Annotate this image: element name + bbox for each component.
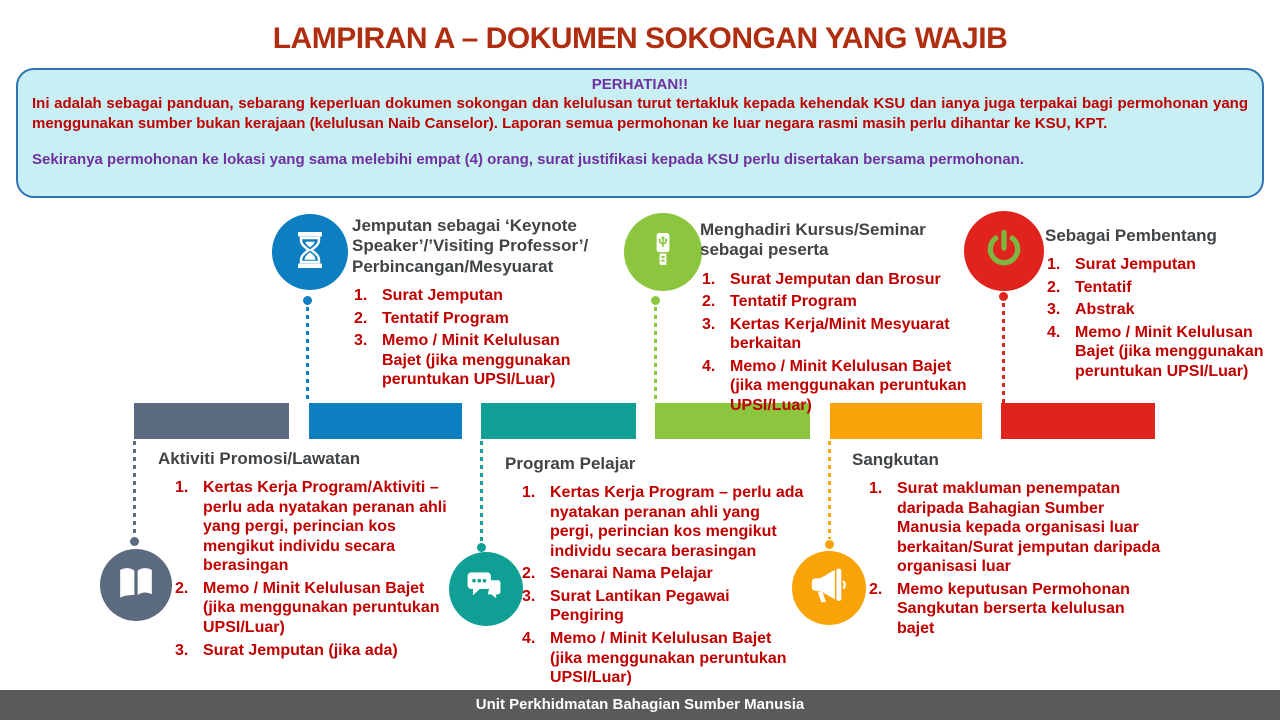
connector-dot-jemputan bbox=[303, 296, 312, 305]
section-title: Sangkutan bbox=[852, 450, 939, 469]
section-sangkutan bbox=[852, 450, 1164, 642]
section-title: Program Pelajar bbox=[505, 454, 636, 473]
section-aktiviti bbox=[158, 449, 450, 663]
connector-dot-kursus bbox=[651, 296, 660, 305]
doc-list-item: Surat makluman penempatan daripada Bahagian Sumber Manusia kepada organisasi luar berkaitan/Surat jemputan daripada organisasi luar bbox=[897, 480, 1161, 576]
open-book-icon bbox=[116, 566, 156, 605]
doc-list-item: Tentatif Program bbox=[730, 293, 857, 311]
doc-list-item: Senarai Nama Pelajar bbox=[550, 565, 713, 583]
doc-list bbox=[700, 270, 972, 416]
doc-list-item: Memo / Minit Kelulusan Bajet (jika menggunakan peruntukan UPSI/Luar) bbox=[203, 579, 440, 636]
footer-text: Unit Perkhidmatan Bahagian Sumber Manusia bbox=[475, 696, 805, 713]
timeline-segment-program-pelajar bbox=[481, 403, 636, 439]
circle-pembentang bbox=[964, 211, 1044, 291]
doc-list-item: Surat Jemputan dan Brosur bbox=[730, 270, 941, 288]
page-title: LAMPIRAN A – DOKUMEN SOKONGAN YANG WAJIB bbox=[272, 22, 1008, 55]
connector-dot-program-pelajar bbox=[477, 543, 486, 552]
doc-list-item: Memo / Minit Kelulusan Bajet (jika menggunakan peruntukan UPSI/Luar) bbox=[730, 357, 967, 414]
circle-kursus bbox=[624, 213, 702, 291]
notice-body: Ini adalah sebagai panduan, sebarang keperluan dokumen sokongan dan kelulusan turut tertakluk kepada kehendak KSU dan ianya juga terpakai bagi permohonan yang menggunakan sumber bukan kerajaan (kelulusan Naib Canselor). Laporan semua permohonan ke luar negara rasmi masih perlu dihantar ke KSU, KPT. bbox=[32, 95, 1248, 132]
doc-list-item: Memo / Minit Kelulusan Bajet (jika menggunakan peruntukan UPSI/Luar) bbox=[550, 630, 787, 687]
doc-list-item: Abstrak bbox=[1075, 301, 1135, 319]
connector-dot-aktiviti bbox=[130, 537, 139, 546]
usb-drive-icon bbox=[646, 230, 680, 275]
doc-list-item: Memo / Minit Kelulusan Bajet (jika menggunakan peruntukan UPSI/Luar) bbox=[1075, 323, 1264, 380]
circle-jemputan bbox=[272, 214, 348, 290]
section-title: Sebagai Pembentang bbox=[1045, 226, 1217, 245]
section-title: Jemputan sebagai ‘Keynote Speaker’/’Visiting Professor’/ Perbincangan/Mesyuarat bbox=[352, 216, 589, 276]
doc-list bbox=[520, 483, 807, 687]
connector-program-pelajar bbox=[480, 441, 483, 542]
doc-list-item: Kertas Kerja/Minit Mesyuarat berkaitan bbox=[730, 315, 950, 353]
section-title: Menghadiri Kursus/Seminar sebagai peserta bbox=[700, 220, 926, 260]
hourglass-icon bbox=[292, 230, 328, 275]
doc-list-item: Tentatif Program bbox=[382, 309, 509, 327]
megaphone-icon bbox=[809, 567, 849, 609]
doc-list-item: Tentatif bbox=[1075, 278, 1132, 296]
section-program-pelajar bbox=[505, 454, 807, 691]
doc-list-item: Memo / Minit Kelulusan Bajet (jika menggunakan peruntukan UPSI/Luar) bbox=[382, 332, 571, 389]
section-pembentang bbox=[1045, 226, 1280, 384]
doc-list bbox=[1045, 255, 1280, 381]
connector-aktiviti bbox=[133, 441, 136, 536]
connector-jemputan bbox=[306, 307, 309, 403]
connector-dot-pembentang bbox=[999, 292, 1008, 301]
doc-list-item: Surat Jemputan (jika ada) bbox=[203, 641, 398, 659]
section-jemputan bbox=[352, 216, 597, 393]
doc-list-item: Kertas Kerja Program/Aktiviti – perlu ada nyatakan peranan ahli yang pergi, perincian kos mengikut individu secara berasingan bbox=[203, 479, 447, 575]
connector-pembentang bbox=[1002, 303, 1005, 403]
power-icon bbox=[983, 228, 1025, 275]
doc-list bbox=[173, 478, 450, 660]
timeline-segment-aktiviti bbox=[134, 403, 289, 439]
connector-kursus bbox=[654, 307, 657, 403]
section-title: Aktiviti Promosi/Lawatan bbox=[158, 449, 361, 468]
doc-list-item: Kertas Kerja Program – perlu ada nyatakan peranan ahli yang pergi, perincian kos mengikut individu secara berasingan bbox=[550, 484, 804, 560]
footer-bar bbox=[0, 690, 1280, 720]
connector-sangkutan bbox=[828, 441, 831, 539]
doc-list-item: Surat Lantikan Pegawai Pengiring bbox=[550, 587, 730, 625]
chat-bubbles-icon bbox=[466, 569, 506, 610]
notice-heading: PERHATIAN!! bbox=[591, 76, 689, 93]
doc-list-item: Memo keputusan Permohonan Sangkutan berserta kelulusan bajet bbox=[897, 580, 1130, 637]
timeline-segment-jemputan bbox=[309, 403, 462, 439]
connector-dot-sangkutan bbox=[825, 540, 834, 549]
doc-list-item: Surat Jemputan bbox=[382, 287, 503, 305]
doc-list-item: Surat Jemputan bbox=[1075, 256, 1196, 274]
notice-note: Sekiranya permohonan ke lokasi yang sama melebihi empat (4) orang, surat justifikasi kepada KSU perlu disertakan bersama permohonan. bbox=[32, 150, 1024, 168]
timeline-segment-pembentang bbox=[1001, 403, 1155, 439]
doc-list bbox=[352, 286, 597, 390]
section-kursus bbox=[700, 220, 972, 418]
notice-box bbox=[16, 68, 1264, 198]
doc-list bbox=[867, 479, 1164, 638]
